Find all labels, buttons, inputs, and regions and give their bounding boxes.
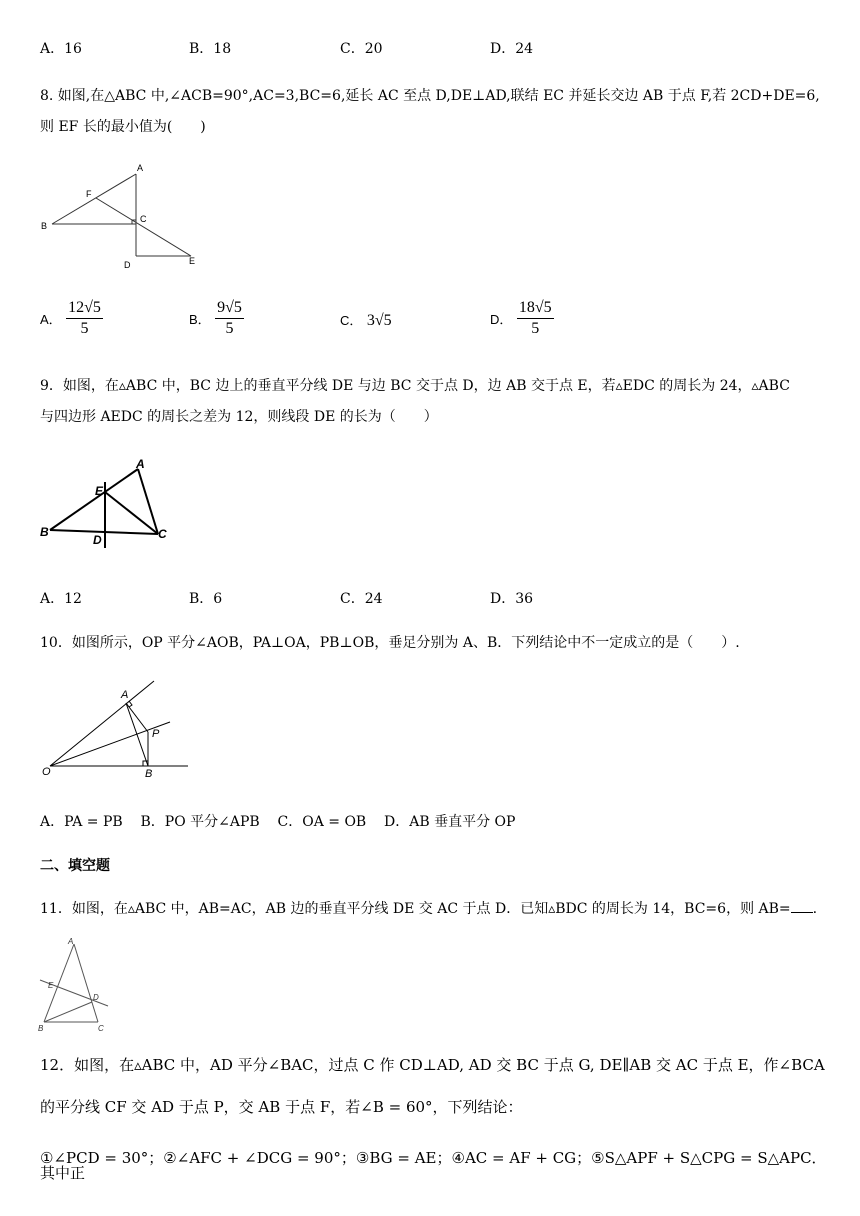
q10-options [40, 811, 515, 831]
q9-label-A: A [136, 457, 145, 471]
section-heading: 二、填空题 [40, 858, 110, 874]
q8-line-FE [96, 198, 191, 256]
q8-option-c-value: 3√5 [366, 312, 392, 329]
q11-figure [36, 936, 116, 1032]
q12-line1: 12．如图，在▵ABC 中，AD 平分∠BAC，过点 C 作 CD⊥AD, AD 交 BC 于点 G, DE∥AB 交 AC 于点 E，作∠BCA [40, 1056, 825, 1074]
q11-label-A: A [68, 937, 74, 946]
q9-line-EC [105, 492, 158, 534]
q8-option-d-fraction [517, 298, 554, 339]
q11-label-E: E [48, 981, 54, 990]
q9-option-b: B．6 [189, 591, 223, 607]
q8-label-E: E [189, 256, 196, 266]
q10-line-AB [126, 703, 148, 766]
q8-option-d [490, 298, 554, 339]
q8-line2: 则 EF 长的最小值为( ) [40, 119, 206, 135]
q9-label-C: C [158, 527, 167, 541]
q9-line2: 与四边形 AEDC 的周长之差为 12，则线段 DE 的长为（ ） [40, 409, 438, 425]
q9-label-E: E [95, 484, 104, 498]
q8-label-B: B [41, 221, 48, 231]
q11-label-B: B [38, 1024, 44, 1032]
q11-text: 11．如图，在▵ABC 中，AB=AC，AB 边的垂直平分线 DE 交 AC 于点 D．已知▵BDC 的周长为 14，BC=6，则 AB= [40, 901, 791, 917]
q9-line-BA [50, 469, 138, 530]
q10-label-B: B [145, 768, 153, 780]
q9-figure [36, 452, 181, 552]
q11-end: . [812, 901, 818, 917]
q8-option-b-den: 5 [225, 320, 234, 337]
q10-option-a: A．PA = PB [40, 814, 123, 830]
q8-option-d-num: 18√5 [517, 298, 554, 319]
q10-label-A: A [121, 689, 129, 701]
q8-option-b [189, 298, 244, 339]
q8-option-a-den: 5 [80, 320, 89, 337]
q10-figure [36, 676, 196, 780]
q8-option-a-num: 12√5 [66, 298, 103, 319]
q8-option-a-fraction [66, 298, 103, 339]
q8-option-d-letter: D． [490, 312, 513, 327]
q7-option-a: A．16 [40, 41, 82, 57]
q8-label-F: F [86, 189, 92, 199]
q11-label-D: D [93, 993, 99, 1002]
q9-option-a: A．12 [40, 591, 82, 607]
q12-line3: ①∠PCD = 30°；②∠AFC + ∠DCG = 90°；③BG = AE；④AC = AF + CG；⑤S△APF + S△CPG = S△APC．其中正 [40, 1149, 827, 1182]
q10-label-P: P [152, 728, 160, 740]
q7-option-d: D．24 [490, 41, 534, 57]
q10-line1: 10．如图所示，OP 平分∠AOB，PA⊥OA，PB⊥OB，垂足分别为 A、B．下列结论中不一定成立的是（ ）. [40, 635, 740, 651]
q10-option-b: B．PO 平分∠APB [140, 814, 260, 830]
q8-option-d-den: 5 [531, 320, 540, 337]
q8-option-b-letter: B． [189, 312, 211, 327]
q11-line [40, 899, 830, 916]
q7-option-b: B．18 [189, 41, 232, 57]
q9-label-B: B [40, 525, 49, 539]
q8-label-D: D [124, 260, 131, 270]
q10-label-O: O [42, 766, 51, 778]
q10-option-c: C．OA = OB [277, 814, 367, 830]
q8-option-a-letter: A． [40, 312, 62, 327]
q8-option-a [40, 298, 103, 339]
q8-figure [36, 158, 206, 273]
q10-option-d: D．AB 垂直平分 OP [384, 814, 516, 830]
q9-option-d: D．36 [490, 591, 534, 607]
q8-option-c [340, 310, 392, 330]
q11-line-BD [44, 1002, 92, 1022]
q11-answer-blank[interactable] [791, 899, 813, 913]
q8-line-BA [52, 174, 136, 224]
q10-ray-OA [50, 681, 154, 766]
q10-right-angle-A [129, 701, 132, 707]
q8-line1: 8. 如图,在△ABC 中,∠ACB=90°,AC=3,BC=6,延长 AC 至点 D,DE⊥AD,联结 EC 并延长交边 AB 于点 F,若 2CD+DE=6, [40, 88, 820, 104]
q7-option-c: C．20 [340, 41, 383, 57]
q8-label-A: A [137, 163, 144, 173]
q9-option-c: C．24 [340, 591, 383, 607]
q8-option-b-fraction [215, 298, 244, 339]
q9-line-AC [138, 469, 158, 534]
q11-line-AC [74, 944, 98, 1022]
q9-line1: 9．如图，在▵ABC 中，BC 边上的垂直平分线 DE 与边 BC 交于点 D，边 AB 交于点 E，若▵EDC 的周长为 24，▵ABC [40, 378, 790, 394]
q11-label-C: C [98, 1024, 104, 1032]
q12-line2: 的平分线 CF 交 AD 于点 P，交 AB 于点 F，若∠B = 60°，下列结论： [40, 1098, 523, 1116]
q8-option-c-letter: C． [340, 313, 363, 328]
q8-option-b-num: 9√5 [215, 298, 244, 319]
q8-label-C: C [140, 214, 147, 224]
q9-label-D: D [93, 533, 102, 547]
